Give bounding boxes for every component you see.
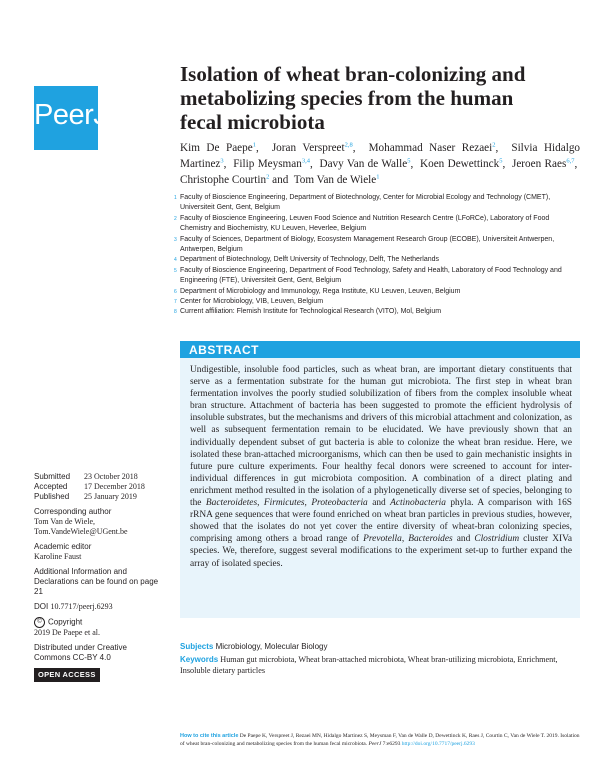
submitted-row: Submitted 23 October 2018 (34, 472, 138, 481)
article-metadata-sidebar (34, 472, 164, 682)
affiliation-item: 2 Faculty of Bioscience Engineering, Leuven Food Science and Nutrition Research Centre (LFoRCe), Laboratory of Food Chemistry and Biochemistry, KU Leuven, Heverlee, Belgium (174, 214, 550, 233)
copyright-value: 2019 De Paepe et al. (34, 628, 100, 637)
peerj-logo (34, 86, 108, 150)
keywords-label: Keywords (180, 655, 219, 664)
author-list: Kim De Paepe$^1$, Joran Verspreet$^{2,8}$, Mohammad Naser Rezaei$^2$, Silvia Hidalgo Martinez$^3$, Filip Meysman$^{3,4}$, Davy Van de Walle$^5$, Koen Dewettinck$^5$, Jeroen Raes$^{6,7}$, Christophe Courtin$^2$ and Tom Van de Wiele$^1$ (180, 141, 581, 186)
academic-editor-name: Karoline Faust (34, 552, 82, 561)
affiliation-item: 3 Faculty of Sciences, Department of Biology, Ecosystem Management Research Group (ECOBE), Universiteit Antwerpen, Antwerpen, Belgium (174, 235, 555, 254)
affiliation-item: 5 Faculty of Bioscience Engineering, Department of Food Technology, Safety and Health, Laboratory of Food Technology and Engineering (FTE), Universiteit Gent, Gent, Belgium (174, 266, 562, 285)
cite-article-id: 7:e6293 (382, 740, 401, 747)
author[interactable]: Davy Van de Walle$^5$ (319, 157, 411, 170)
accepted-row: Accepted 17 December 2018 (34, 482, 145, 491)
article-title: Isolation of wheat bran-colonizing and metabolizing species from the human fecal microbiota (180, 62, 526, 134)
author[interactable]: Koen Dewettinck$^5$ (420, 157, 503, 170)
corresponding-author-label: Corresponding author (34, 507, 112, 516)
copyright-icon: © (34, 617, 45, 628)
affiliation-list (174, 193, 574, 318)
cite-text: De Paepe K, Verspreet J, Rezaei MN, Hidalgo Martinez S, Meysman F, Van de Walle D, Dewettinck K, Raes J, Courtin C, Van de Wiele T. 2019. Isolation of wheat bran-colonizing and metabolizing species from the human fecal microbiota. (180, 733, 580, 747)
author[interactable]: Christophe Courtin$^2$ (180, 173, 270, 186)
logo-text: PeerJ (34, 99, 108, 131)
author[interactable]: Jeroen Raes$^{6,7}$ (511, 157, 575, 170)
keywords (180, 655, 580, 677)
affiliation-item: 6 Department of Microbiology and Immunology, Rega Institute, KU Leuven, Leuven, Belgium (174, 287, 461, 295)
academic-editor-label: Academic editor (34, 542, 92, 551)
subjects-label: Subjects (180, 642, 214, 651)
additional-info-link[interactable]: Additional Information and Declarations can be found on page 21 (34, 567, 159, 596)
author[interactable]: Silvia Hidalgo Martinez$^3$ (180, 142, 581, 170)
cite-doi-link[interactable]: http://doi.org/10.7717/peerj.6293 (401, 740, 475, 747)
subjects-value[interactable]: Microbiology, Molecular Biology (215, 642, 328, 651)
abstract-text: Undigestible, insoluble food particles, such as wheat bran, are important dietary constituents that serve as a fermentation substrate for the human gut microbiota. The first step in wheat bran fermentation involves the poorly studied solubilization of fibers from the complex insoluble wheat bran structure. Attachment of bacteria has been suggested to promote the efficient hydrolysis of insoluble substrates, but the mechanisms and drivers of this microbial attachment and colonization, as well as subsequent fermentation remain to be elucidated. We have previously shown that an individually dependent subset of gut bacteria is able to colonize the wheat bran residue. Here, we isolated these bran-attached microorganisms, which can then be used to gain mechanistic insights in future pure culture experiments. Four healthy fecal donors were screened to account for inter-individual differences in gut microbiota composition. A combination of a direct plating and enrichment method resulted in the isolation of a phylogenetically diverse set of species, belonging to the Bacteroidetes, Firmicutes, Proteobacteria and Actinobacteria phyla. A comparison with 16S rRNA gene sequences that were found enriched on wheat bran particles in previous studies, however, showed that the isolates do not yet cover the entire diversity of wheat-bran colonizing species, comprising among others a broad range of Prevotella, Bacteroides and Clostridium cluster XIVa species. We, therefore, suggest several modifications to the experiment set-up to further expand the array of isolated species. (190, 365, 573, 569)
license-text[interactable]: Distributed under Creative Commons CC-BY 4.0 (34, 643, 127, 662)
copyright-row: © Copyright (34, 617, 164, 628)
corresponding-author-email[interactable]: Tom.VandeWiele@UGent.be (34, 527, 128, 536)
author[interactable]: Joran Verspreet$^{2,8}$ (271, 141, 353, 154)
affiliation-item: 1 Faculty of Bioscience Engineering, Department of Biotechnology, Center for Microbial Ecology and Technology (CMET), Universiteit Gent, Gent, Belgium (174, 194, 551, 212)
cite-journal: PeerJ (368, 740, 382, 747)
cite-label: How to cite this article (180, 733, 239, 739)
subjects (180, 641, 580, 652)
abstract-heading: ABSTRACT (189, 343, 259, 357)
affiliation-item: 7 Center for Microbiology, VIB, Leuven, Belgium (174, 298, 324, 306)
doi-row: DOI 10.7717/peerj.6293 (34, 602, 113, 611)
keywords-value: Human gut microbiota, Wheat bran-attached microbiota, Wheat bran-utilizing microbiota, Enrichment, Insoluble dietary particles (180, 655, 558, 675)
affiliation-item: 8 Current affiliation: Flemish Institute for Technological Research (VITO), Mol, Belgium (174, 308, 442, 316)
author[interactable]: Mohammad Naser Rezaei$^2$ (368, 141, 496, 154)
doi-link[interactable]: 10.7717/peerj.6293 (50, 602, 113, 611)
published-row: Published 25 January 2019 (34, 492, 137, 501)
author[interactable]: Filip Meysman$^{3,4}$ (233, 157, 310, 170)
affiliation-item: 4 Department of Biotechnology, Delft University of Technology, Delft, The Netherlands (174, 256, 440, 264)
author[interactable]: Tom Van de Wiele$^1$ (293, 173, 380, 186)
corresponding-author-name: Tom Van de Wiele, (34, 517, 96, 526)
author[interactable]: Kim De Paepe$^1$ (180, 141, 256, 154)
open-access-badge: OPEN ACCESS (34, 668, 100, 682)
citation-footer (180, 733, 580, 748)
abstract-header (180, 341, 580, 358)
